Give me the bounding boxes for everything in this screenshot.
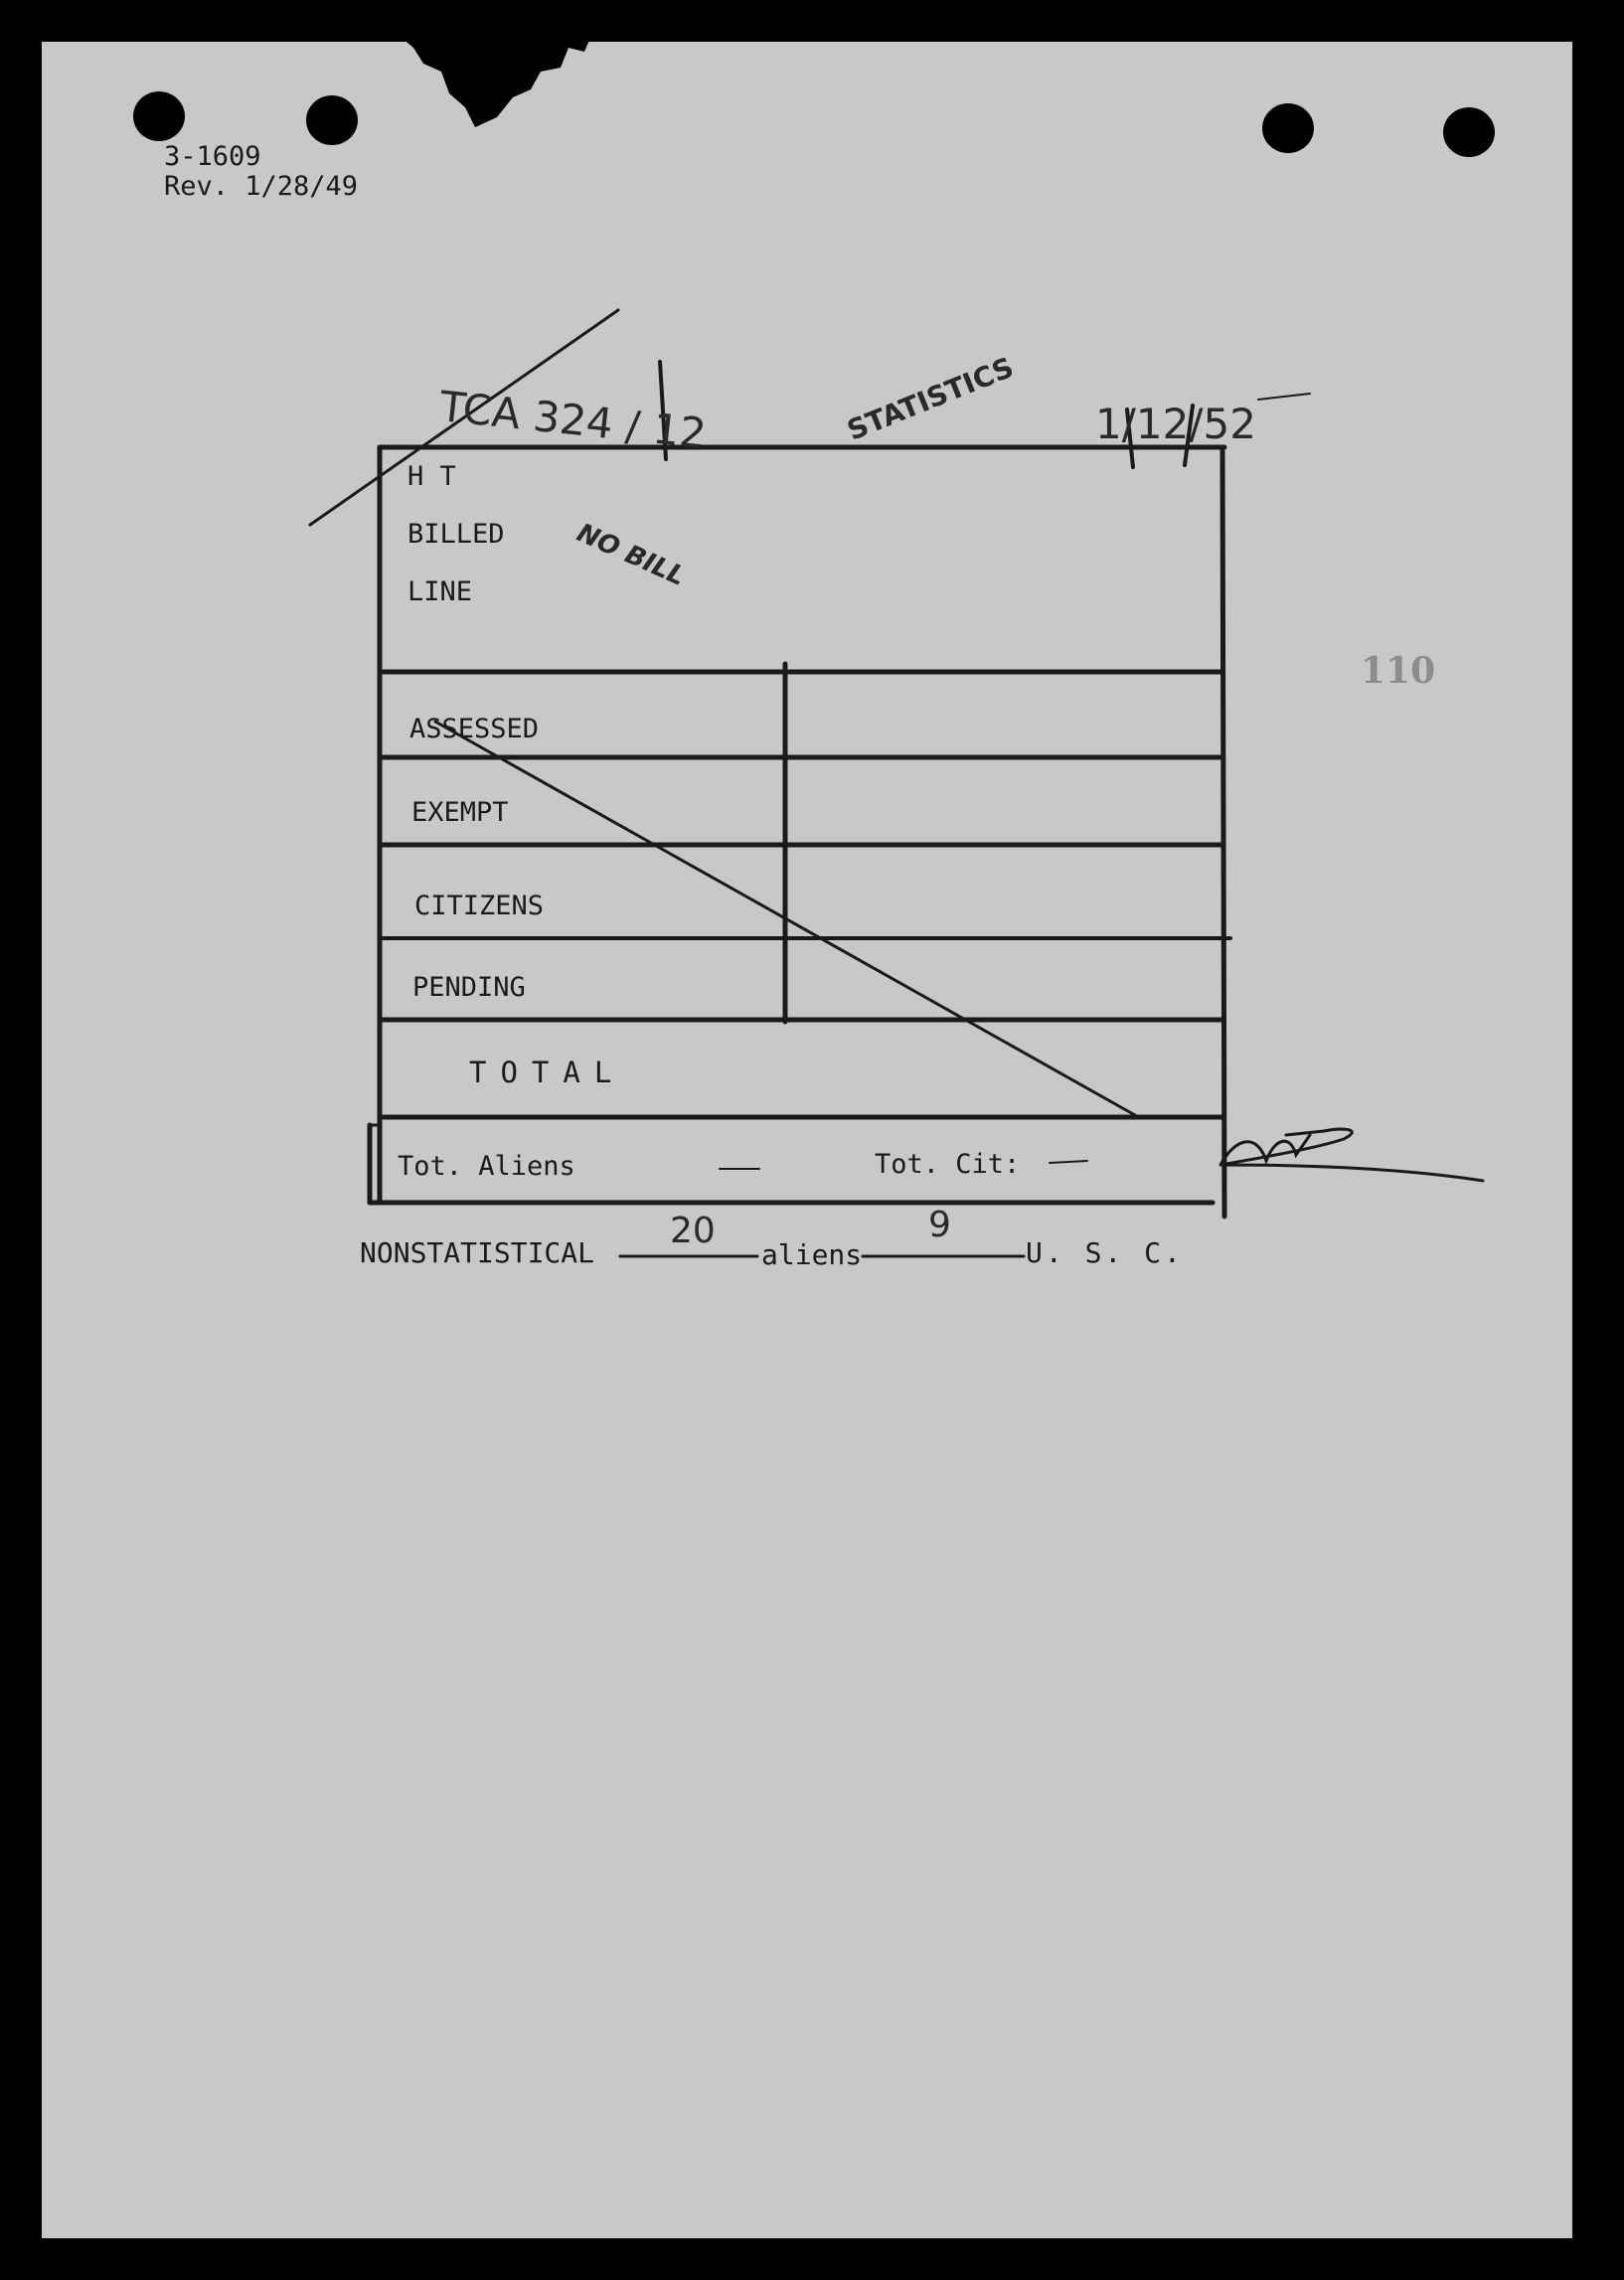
side-number: 110 <box>1361 650 1436 692</box>
form-revision: Rev. 1/28/49 <box>164 171 359 202</box>
usc-count: 9 <box>928 1205 951 1245</box>
label-exempt: EXEMPT <box>411 797 509 828</box>
label-pending: PENDING <box>412 972 526 1003</box>
form-grid <box>42 42 1572 2238</box>
label-tot-aliens: Tot. Aliens <box>398 1151 575 1182</box>
label-nonstatistical: NONSTATISTICAL <box>360 1236 595 1269</box>
form-sheet <box>42 42 1572 2238</box>
handwritten-code: TCA 324 / 12 <box>437 382 709 458</box>
aliens-count: 20 <box>670 1211 716 1251</box>
no-bill-stamp: NO BILL <box>571 518 690 592</box>
label-citizens: CITIZENS <box>414 891 545 921</box>
handwritten-date: 1/12/52 <box>1095 400 1256 448</box>
label-ht: H T <box>407 461 456 492</box>
label-total: TOTAL <box>469 1056 626 1089</box>
label-billed: BILLED <box>407 519 505 550</box>
form-number: 3-1609 <box>164 141 261 172</box>
label-assessed: ASSESSED <box>409 714 540 744</box>
statistics-stamp: STATISTICS <box>842 350 1019 447</box>
label-line: LINE <box>407 576 473 607</box>
label-aliens: aliens <box>761 1238 863 1271</box>
label-tot-cit: Tot. Cit: <box>875 1149 1021 1180</box>
label-usc: U. S. C. <box>1026 1236 1184 1269</box>
